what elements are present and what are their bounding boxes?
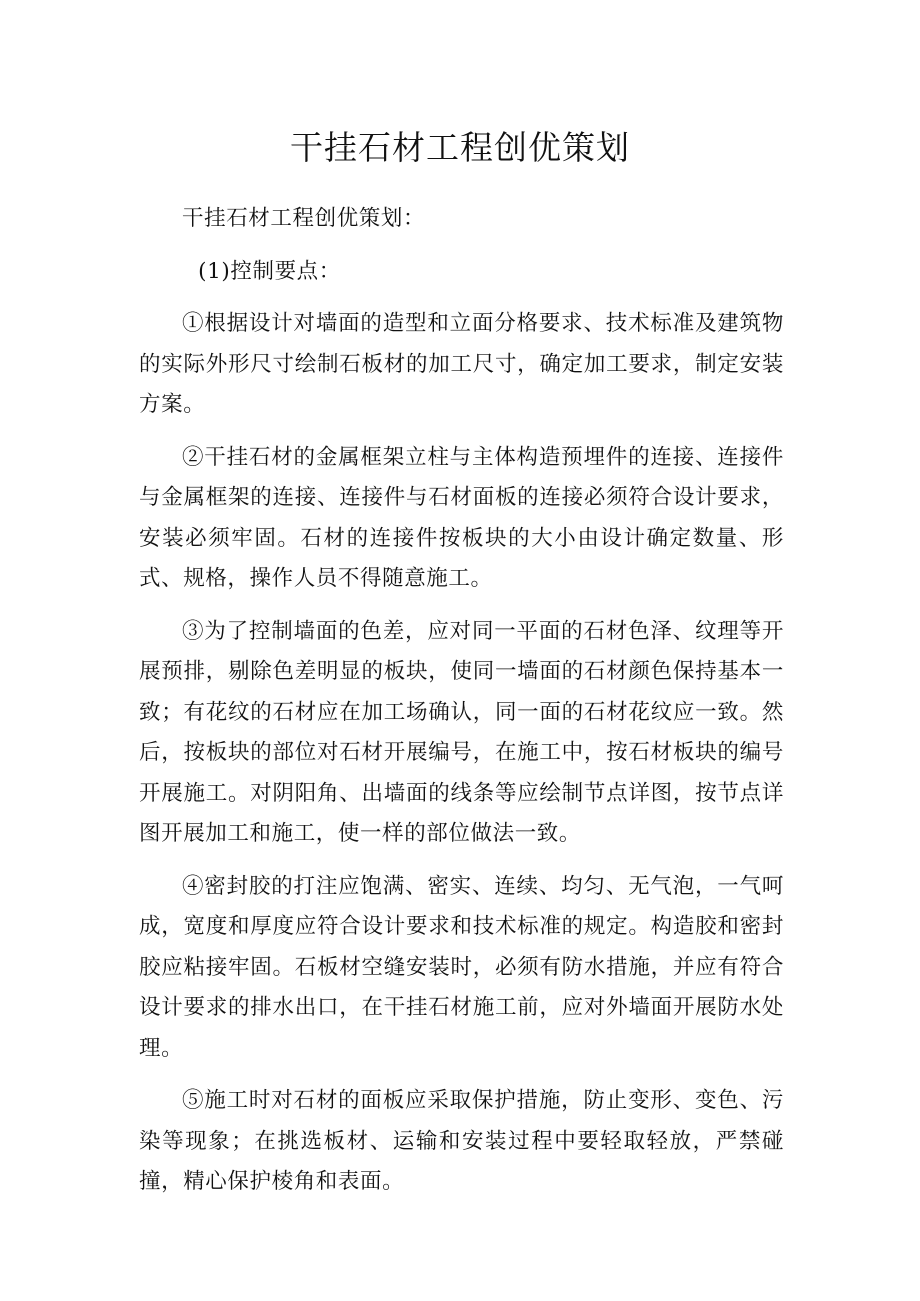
document-title: 干挂石材工程创优策划 bbox=[290, 128, 630, 167]
point-4-paragraph: ④密封胶的打注应饱满、密实、连续、均匀、无气泡，一气呵成，宽度和厚度应符合设计要求和技术标准的规定。构造胶和密封胶应粘接牢固。石板材空缝安装时，必须有防水措施，并应有符合设计要求的排水出口，在干挂石材施工前，应对外墙面开展防水处理。 bbox=[139, 873, 784, 1061]
section-heading: (1)控制要点： bbox=[198, 258, 341, 284]
point-2-paragraph: ②干挂石材的金属框架立柱与主体构造预埋件的连接、连接件与金属框架的连接、连接件与石材面板的连接必须符合设计要求，安装必须牢固。石材的连接件按板块的大小由设计确定数量、形式、规格，操作人员不得随意施工。 bbox=[139, 444, 784, 591]
point-5-paragraph: ⑤施工时对石材的面板应采取保护措施，防止变形、变色、污染等现象；在挑选板材、运输和安装过程中要轻取轻放，严禁碰撞，精心保护棱角和表面。 bbox=[139, 1088, 784, 1194]
point-1-paragraph: ①根据设计对墙面的造型和立面分格要求、技术标准及建筑物的实际外形尺寸绘制石板材的加工尺寸，确定加工要求，制定安装方案。 bbox=[139, 311, 784, 417]
document-body bbox=[139, 199, 784, 1215]
point-3-paragraph: ③为了控制墙面的色差，应对同一平面的石材色泽、纹理等开展预排，剔除色差明显的板块，使同一墙面的石材颜色保持基本一致；有花纹的石材应在加工场确认，同一面的石材花纹应一致。然后，按板块的部位对石材开展编号，在施工中，按石材板块的编号开展施工。对阴阳角、出墙面的线条等应绘制节点详图，按节点详图开展加工和施工，使一样的部位做法一致。 bbox=[139, 618, 784, 846]
intro-paragraph: 干挂石材工程创优策划： bbox=[182, 206, 426, 231]
